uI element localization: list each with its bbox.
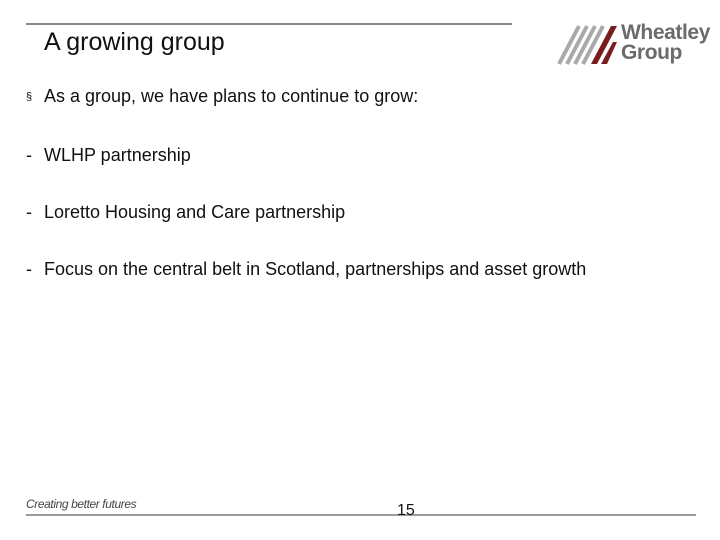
- main-bullet: [26, 86, 418, 107]
- footer-rule: [26, 514, 696, 516]
- dash-marker: -: [26, 145, 32, 165]
- main-bullet-text: As a group, we have plans to continue to grow:: [44, 86, 419, 106]
- title-top-rule: [26, 23, 512, 25]
- footer-tagline: Creating better futures: [26, 497, 137, 511]
- dash-marker: -: [26, 202, 32, 222]
- wheatley-group-logo: [557, 20, 710, 68]
- list-item-text: Loretto Housing and Care partnership: [44, 202, 346, 222]
- bullet-marker: §: [26, 91, 33, 103]
- logo-wordmark: [621, 23, 710, 63]
- wheatley-stripes-logo-icon: [557, 22, 619, 66]
- slide-title: A growing group: [44, 28, 225, 56]
- list-item-text: Focus on the central belt in Scotland, partnerships and asset growth: [44, 259, 587, 279]
- page-number: 15: [397, 502, 415, 519]
- list-item: [26, 145, 191, 166]
- logo-word-group: Group: [621, 41, 682, 64]
- list-item-text: WLHP partnership: [44, 145, 191, 165]
- logo-word-wheatley: Wheatley: [621, 21, 710, 44]
- dash-marker: -: [26, 259, 32, 279]
- list-item: [26, 259, 586, 280]
- list-item: [26, 202, 345, 223]
